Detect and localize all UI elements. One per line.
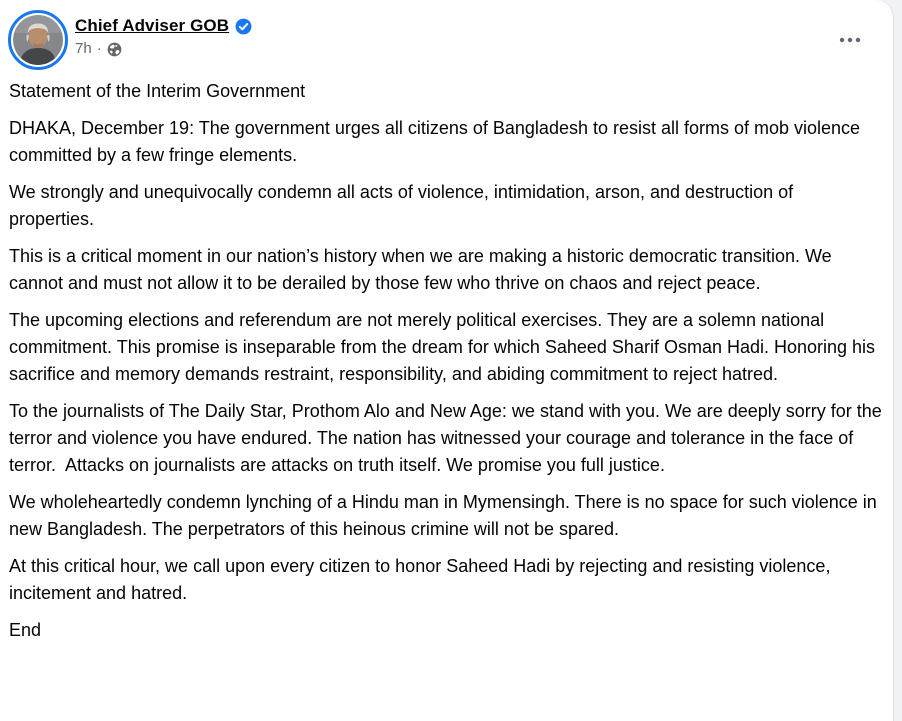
post-paragraph: The upcoming elections and referendum are not merely political exercises. They are a solemn national commitment. This promise is inseparable from the dream for which Saheed Sharif Osman Hadi. Honoring his sacrifice and memory demands restraint, responsibility, and abiding commitment to reject hatred. [9,310,881,384]
post-paragraph: Statement of the Interim Government [9,81,306,101]
verified-badge-icon [235,18,252,35]
public-globe-icon [107,42,122,57]
ellipsis-menu-icon [839,36,861,44]
post-paragraph: To the journalists of The Daily Star, Prothom Alo and New Age: we stand with you. We are deeply sorry for the terror and violence you have endured. The nation has witnessed your courage and tolerance in the face of terror. Attacks on journalists are attacks on truth itself. We promise you full justice. [9,401,887,475]
author-name-link[interactable]: Chief Adviser GOB [75,16,230,35]
post-paragraph: DHAKA, December 19: The government urges all citizens of Bangladesh to resist all forms of mob violence committed by a few fringe elements. [9,118,871,165]
timestamp-link[interactable]: 7h [75,40,92,57]
post-paragraph: We wholeheartedly condemn lynching of a Hindu man in Mymensingh. There is no space for such violence in new Bangladesh. The perpetrators of this heinous crimine will not be spared. [9,492,882,539]
post-header [0,0,893,70]
post-body [0,70,893,644]
post-meta-row [75,39,252,59]
more-options-button[interactable] [836,26,864,54]
post-paragraph: We strongly and unequivocally condemn all acts of violence, intimidation, arson, and destruction of properties. [9,182,799,229]
post-header-text [75,10,252,59]
profile-photo-avatar-icon [13,15,63,65]
post-paragraph: At this critical hour, we call upon every citizen to honor Saheed Hadi by rejecting and resisting violence, incitement and hatred. [9,556,836,603]
meta-separator: · [96,40,102,57]
avatar[interactable] [8,10,68,70]
post-paragraph: This is a critical moment in our nation’s history when we are making a historic democratic transition. We cannot and must not allow it to be derailed by those few who thrive on chaos and reject peace. [9,246,837,293]
post-paragraph: End [9,620,42,640]
